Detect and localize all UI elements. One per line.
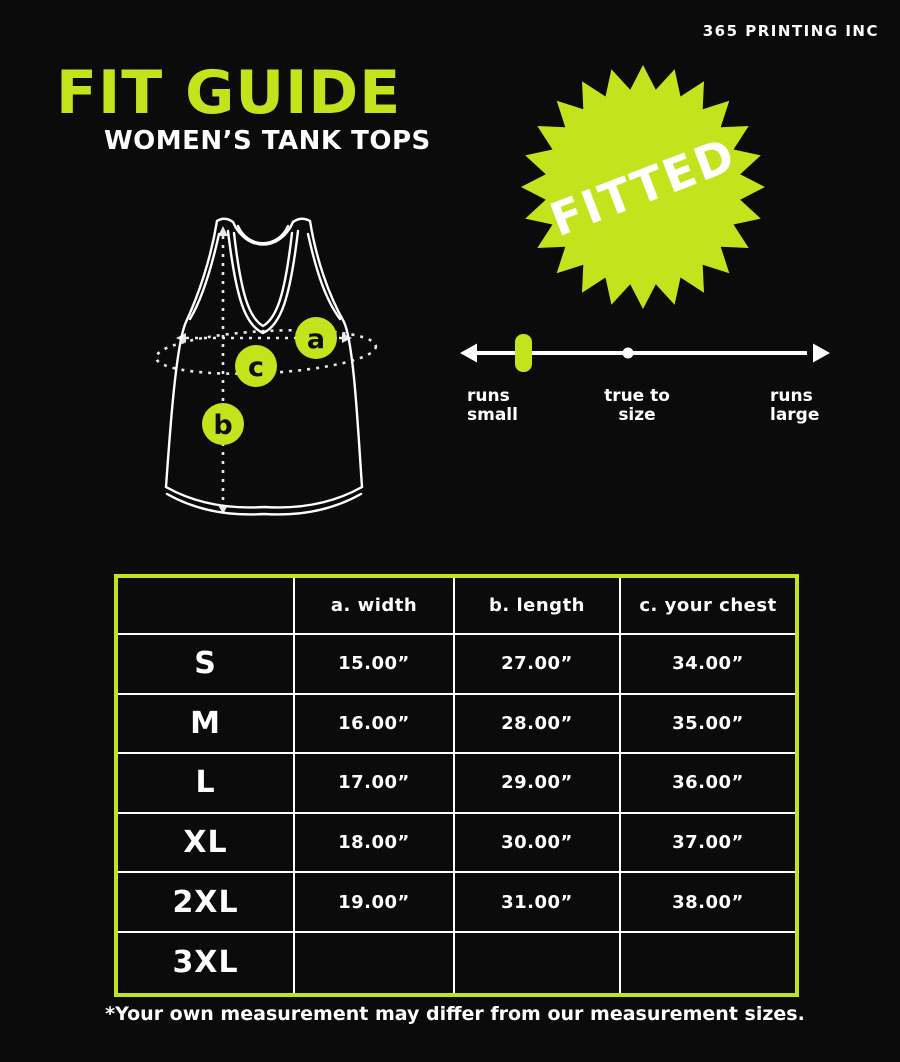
badge-label: FITTED <box>542 127 744 247</box>
fitted-badge <box>518 62 768 312</box>
table-cell-width: 19.00” <box>295 873 455 933</box>
point-a-label: a <box>306 324 326 355</box>
tank-hem-outer <box>166 487 362 507</box>
table-row-size: S <box>118 635 295 695</box>
header-cell-width: a. width <box>295 578 455 635</box>
page-subtitle: WOMEN’S TANK TOPS <box>104 126 431 156</box>
table-cell-chest: 37.00” <box>621 814 795 874</box>
center-tick-icon <box>623 348 634 359</box>
table-cell-chest: 38.00” <box>621 873 795 933</box>
table-cell-width: 17.00” <box>295 754 455 814</box>
back-neckline-inner <box>238 226 288 243</box>
size-chart-table <box>114 574 799 997</box>
scale-arrow-left-icon <box>460 344 477 363</box>
table-cell-width <box>295 933 455 993</box>
scale-label-line: runs <box>770 386 813 406</box>
table-cell-width: 15.00” <box>295 635 455 695</box>
table-cell-length: 31.00” <box>455 873 621 933</box>
measurement-disclaimer: *Your own measurement may differ from our measurement sizes. <box>105 1003 805 1025</box>
tank-top-diagram <box>140 195 450 535</box>
table-cell-chest <box>621 933 795 993</box>
table-cell-length <box>455 933 621 993</box>
scale-label-line: small <box>467 405 518 426</box>
header-cell-size <box>118 578 295 635</box>
scale-label-true-to-size <box>604 387 670 425</box>
scale-label-runs-large <box>770 387 819 425</box>
brand-text: 365 PRINTING INC <box>702 22 879 40</box>
scale-label-line: large <box>770 405 820 426</box>
fit-scale <box>455 325 835 435</box>
table-cell-chest: 34.00” <box>621 635 795 695</box>
point-c-label: c <box>247 352 265 383</box>
header-cell-chest: c. your chest <box>621 578 795 635</box>
table-cell-width: 16.00” <box>295 695 455 755</box>
page-title: FIT GUIDE <box>56 58 402 128</box>
table-row-size: 3XL <box>118 933 295 993</box>
scale-label-runs-small <box>467 387 518 425</box>
header-cell-length: b. length <box>455 578 621 635</box>
table-row-size: 2XL <box>118 873 295 933</box>
table-row-size: M <box>118 695 295 755</box>
strap-cap-left <box>217 219 233 222</box>
table-row-size: L <box>118 754 295 814</box>
table-cell-length: 28.00” <box>455 695 621 755</box>
strap-cap-right <box>293 219 310 222</box>
table-cell-length: 27.00” <box>455 635 621 695</box>
table-cell-chest: 35.00” <box>621 695 795 755</box>
table-cell-length: 30.00” <box>455 814 621 874</box>
tank-hem-inner <box>167 494 361 514</box>
tank-outline-left <box>166 221 217 487</box>
scale-label-line: true to <box>604 386 670 406</box>
table-cell-length: 29.00” <box>455 754 621 814</box>
scale-label-line: size <box>618 405 656 426</box>
table-row-size: XL <box>118 814 295 874</box>
racerback-panel <box>228 231 298 333</box>
fit-marker <box>515 334 532 372</box>
scale-arrow <box>455 325 835 381</box>
scale-label-line: runs <box>467 386 510 406</box>
table-cell-width: 18.00” <box>295 814 455 874</box>
table-cell-chest: 36.00” <box>621 754 795 814</box>
point-b-label: b <box>213 410 233 441</box>
scale-arrow-right-icon <box>813 344 830 363</box>
racerback-panel-inner <box>234 233 292 326</box>
